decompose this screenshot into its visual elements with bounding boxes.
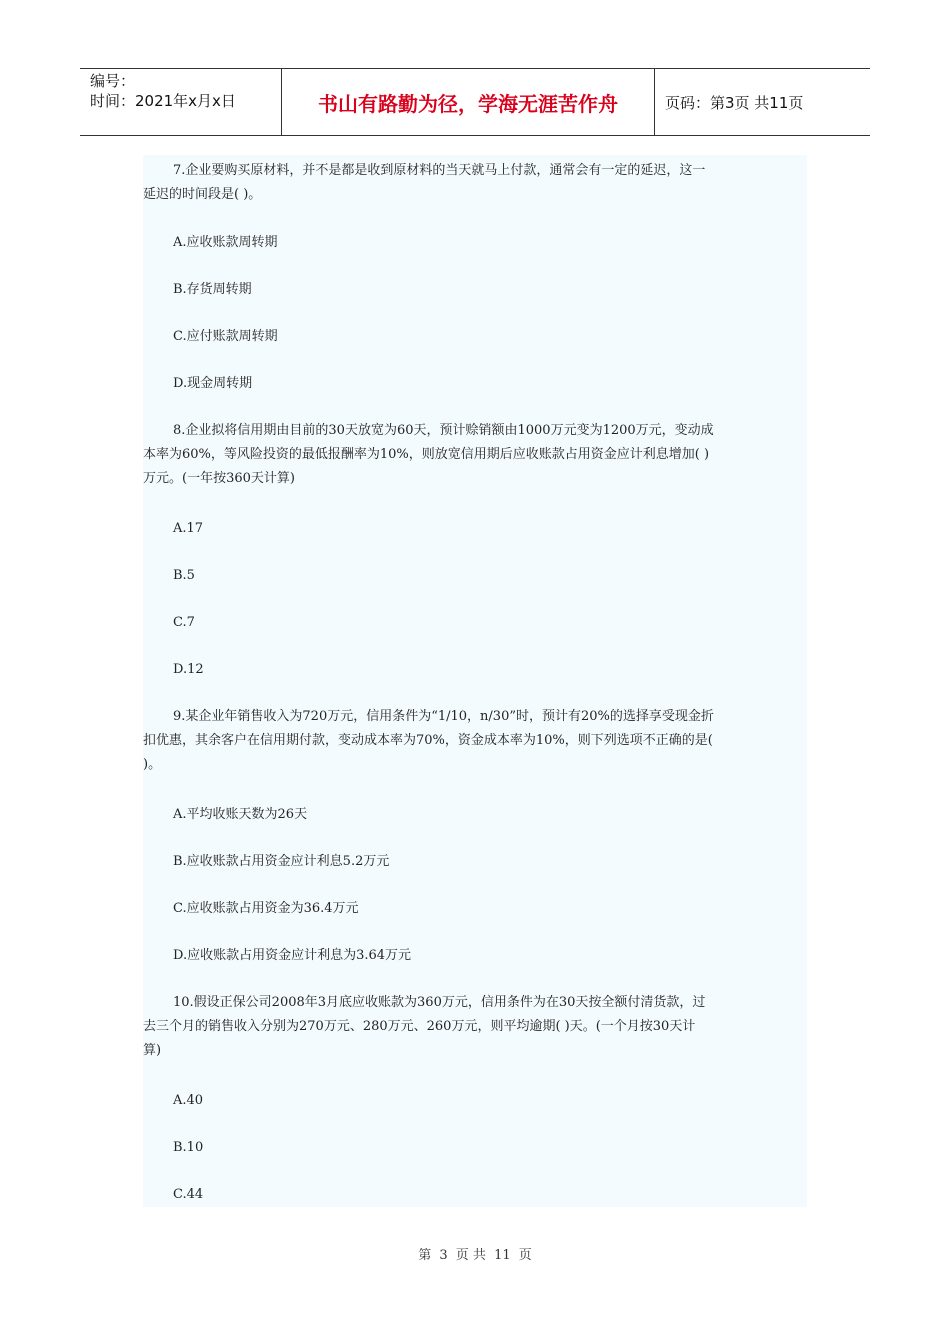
option-item: C.7 bbox=[173, 615, 195, 630]
header-page-info: 页码：第3页 共11页 bbox=[665, 93, 804, 112]
document-number: 编号： bbox=[90, 72, 136, 90]
option-item: B.存货周转期 bbox=[173, 282, 252, 297]
footer-current-page: 3 bbox=[439, 1248, 448, 1263]
footer-total-pages: 11 bbox=[494, 1248, 511, 1263]
option-item: D.12 bbox=[173, 662, 204, 677]
question-text-line: 算) bbox=[143, 1043, 162, 1058]
option-item: B.10 bbox=[173, 1140, 204, 1155]
question-text-line: 延迟的时间段是( )。 bbox=[143, 187, 262, 202]
question-content bbox=[143, 155, 807, 1207]
document-time: 时间：2021年x月x日 bbox=[90, 92, 236, 110]
question-text-line: 7.企业要购买原材料，并不是都是收到原材料的当天就马上付款，通常会有一定的延迟，这一 bbox=[173, 163, 706, 178]
option-item: C.应收账款占用资金为36.4万元 bbox=[173, 901, 359, 916]
footer-prefix: 第 bbox=[418, 1248, 432, 1263]
question-text-line: 10.假设正保公司2008年3月底应收账款为360万元，信用条件为在30天按全额付清货款，过 bbox=[173, 995, 706, 1010]
question-text-line: 8.企业拟将信用期由目前的30天放宽为60天，预计赊销额由1000万元变为1200万元，变动成 bbox=[173, 423, 714, 438]
question-text-line: 扣优惠，其余客户在信用期付款，变动成本率为70%，资金成本率为10%，则下列选项不正确的是( bbox=[143, 733, 713, 748]
question-text-line: 去三个月的销售收入分别为270万元、280万元、260万元，则平均逾期( )天。(一个月按30天计 bbox=[143, 1019, 696, 1034]
option-item: B.应收账款占用资金应计利息5.2万元 bbox=[173, 854, 390, 869]
question-text-line: )。 bbox=[143, 757, 162, 772]
option-item: A.平均收账天数为26天 bbox=[173, 807, 308, 822]
option-item: C.应付账款周转期 bbox=[173, 329, 278, 344]
question-text-line: 万元。(一年按360天计算) bbox=[143, 471, 295, 486]
option-item: A.17 bbox=[173, 521, 204, 536]
header-motto: 书山有路勤为径，学海无涯苦作舟 bbox=[282, 69, 655, 135]
option-item: D.应收账款占用资金应计利息为3.64万元 bbox=[173, 948, 412, 963]
option-item: B.5 bbox=[173, 568, 195, 583]
question-text-line: 本率为60%，等风险投资的最低报酬率为10%，则放宽信用期后应收账款占用资金应计利息增加( ) bbox=[143, 447, 710, 462]
page-footer bbox=[0, 1244, 950, 1263]
footer-middle: 页 共 bbox=[455, 1248, 486, 1263]
question-8 bbox=[143, 419, 803, 491]
header-meta bbox=[80, 69, 282, 135]
option-item: A.应收账款周转期 bbox=[173, 235, 278, 250]
question-10 bbox=[143, 991, 803, 1063]
option-item: C.44 bbox=[173, 1187, 204, 1202]
question-9 bbox=[143, 705, 803, 777]
question-7 bbox=[143, 159, 803, 207]
footer-suffix: 页 bbox=[518, 1248, 532, 1263]
option-item: A.40 bbox=[173, 1093, 204, 1108]
question-text-line: 9.某企业年销售收入为720万元，信用条件为“1/10，n/30”时，预计有20%的选择享受现金折 bbox=[173, 709, 714, 724]
option-item: D.现金周转期 bbox=[173, 376, 253, 391]
page-header bbox=[80, 68, 870, 136]
